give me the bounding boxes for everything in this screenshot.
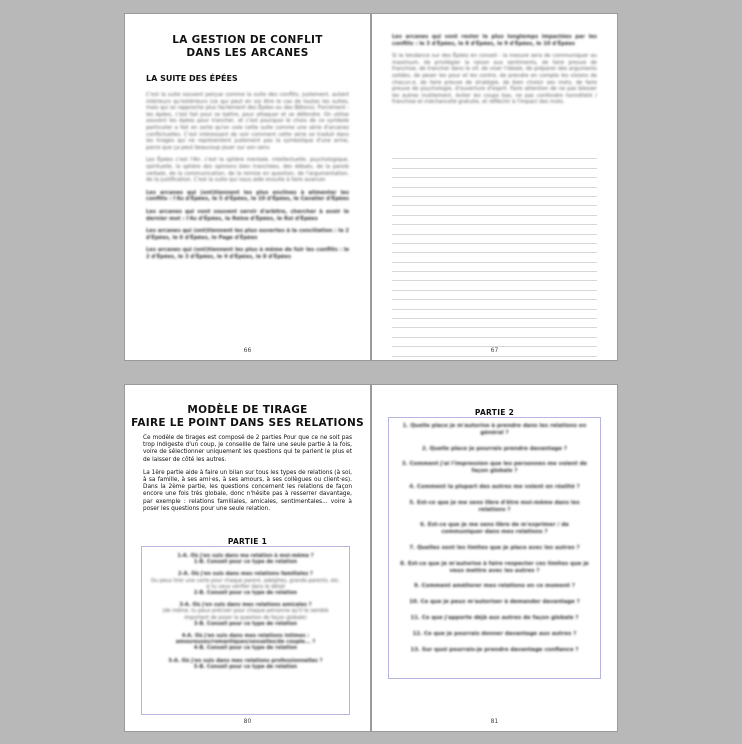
question-item: 7. Quelles sont les limites que je place avec les autres ? — [409, 544, 580, 551]
paragraph: Ce modèle de tirages est composé de 2 parties Pour que ce ne soit pas trop indigeste d'un coup, je conseille de faire une seule partie à la fois, voire de sélectionner uniquement les questions qui te parlent le plus et de laisser de côté les autres. — [143, 435, 352, 463]
note-lines — [392, 150, 597, 361]
question-note: (de même, tu peux préciser pour chaque personne qu'il te semble important de poser la question de façon globale) — [162, 608, 329, 621]
questions-box — [141, 546, 350, 715]
question-item: 13. Sur quoi pourrais-je prendre davantage confiance ? — [410, 646, 579, 653]
page-number: 66 — [243, 347, 252, 354]
question-text: 3-A. Où j'en suis dans mes relations amicales ? — [179, 602, 312, 609]
page-number: 67 — [490, 347, 499, 354]
list-item: Les arcanes qui (ont)tiennent les plus à même de fuir les conflits : le 2 d'Épées, le 3 d'Épées, le 4 d'Épées, le 8 d'Épées — [146, 247, 349, 260]
section-subtitle: LA SUITE DES ÉPÉES — [146, 74, 238, 83]
question-item: 4. Comment la plupart des autres me voient en réalité ? — [409, 483, 580, 490]
question-item: 5. Est-ce que je me sens libre d'être moi-même dans les relations ? — [409, 499, 580, 513]
advice-text: 1-B. Conseil pour ce type de relation — [193, 559, 298, 566]
page-81 — [371, 384, 618, 732]
question-item — [150, 633, 341, 652]
page-number: 81 — [490, 718, 499, 725]
question-item — [150, 571, 341, 596]
questions-list — [150, 553, 341, 670]
part-2-title: PARTIE 2 — [474, 408, 515, 417]
page-66 — [124, 13, 371, 361]
title-line-1: MODÈLE DE TIRAGE — [187, 404, 308, 416]
question-item: 6. Est-ce que je me sens libre de m'exprimer / de communiquer dans mes relations ? — [420, 522, 569, 536]
advice-text: 5-B. Conseil pour ce type de relation — [193, 663, 298, 670]
list-item: Les arcanes qui (ont)tiennent les plus enclines à alimenter les conflits : l'As d'Épées, le 5 d'Épées, le 10 d'Épées, le Cavalier d'Épées — [146, 189, 349, 203]
question-item: 1. Quelle place je m'autorise à prendre dans les relations en général ? — [402, 423, 587, 436]
question-item: 12. Ce que je pourrais donner davantage aux autres ? — [412, 630, 577, 637]
paragraph: C'est la suite souvent perçue comme la suite des conflits, justement, autant intérieurs qu'extérieurs (ce qui peut en soi être le cas de toutes les suites, mais qui se rapproche plus facilement des Épées ou des Bâtons). Forcément : les épées, c'est fait pour se battre, pour attaquer et se défendre. On utilise souvent les épées pour trancher, et c'est pourquoi le choix de ce symbole particulier a fait en sorte qu'on voie cette suite comme une série d'arcanes conflictuelles. C'est intéressant de voir comment cette série se traduit dans les tirages qui ne représentent justement pas la symbolique d'une arme, parce que ça peut beaucoup jouer sur son sens. — [146, 92, 349, 151]
part-1-title: PARTIE 1 — [227, 537, 268, 546]
page-number: 80 — [243, 718, 252, 725]
paragraph: Si la tendance sur des Épées en conseil : la mesure sera de communiquer au maximum, de privilégier la raison aux sentiments, de faire preuve de franchise, de trancher dans le vif, de viser l'idéale, de préparer des arguments solides, de peser les pour et les contre, de prendre en compte les visions de chacun.e, de faire preuve de stratégie, de bien choisir ses mots, de faire preuve de psychologie, d'ouverture d'esprit. Faire attention de ne pas blesser les autres inutilement, éviter les coups bas, ne pas confondre honnêteté / franchise et méchanceté gratuite, et réfléchir à l'impact des mots. — [392, 53, 597, 106]
page-80-title — [125, 404, 370, 430]
advice-text: 4-B. Conseil pour ce type de relation — [193, 645, 298, 652]
question-item: 8. Est-ce que je m'autorise à faire respecter ces limites que je veux mettre avec les autres ? — [400, 560, 589, 574]
page-66-title — [125, 34, 370, 60]
question-item: 2. Quelle place je pourrais prendre davantage ? — [422, 445, 567, 452]
question-item: 3. Comment j'ai l'impression que les personnes me voient de façon globale ? — [401, 461, 588, 475]
question-item — [150, 658, 341, 670]
question-text: 5-A. Où j'en suis dans mes relations professionnelles ? — [168, 657, 323, 664]
page-67 — [371, 13, 618, 361]
question-item: 10. Ce que je peux m'autoriser à demander davantage ? — [409, 599, 580, 606]
title-line-2: DANS LES ARCANES — [186, 47, 309, 59]
question-text: 1-A. Où j'en suis dans ma relation à moi-même ? — [177, 553, 314, 559]
heading-paragraph: Les arcanes qui vont rester le plus longtemps impactées par les conflits : le 3 d'Épées, le 8 d'Épées, le 9 d'Épées, le 10 d'Épées — [392, 34, 597, 47]
advice-text: 3-B. Conseil pour ce type de relation — [193, 620, 298, 627]
paragraph: Les Épées c'est l'Air, c'est la sphère mentale, intellectuelle, psychologique, spirituelle, la sphère des opinions bien tranchées, des débats, de la parole verbale, de la communication, de la remise en question, de l'argumentation, de la justification. C'est la suite qui nous aide ensuite à faire avancer. — [146, 157, 349, 184]
paragraph: La 1ère partie aide à faire un bilan sur tous les types de relations (à soi, à sa famille, à ses ami·es, à ses amours, à ses collègues ou client·es). Dans la 2ème partie, les questions concernent les relations de façon encore une fois très globale, donc n'hésite pas à resserrer davantage, par exemple : relations familiales, amicales, sentimentales... voire à poser les questions pour une seule relation. — [143, 469, 352, 512]
page-66-body — [146, 92, 349, 260]
question-item — [150, 602, 341, 627]
page-80 — [124, 384, 371, 732]
questions-box — [388, 417, 601, 679]
questions-list — [399, 423, 590, 653]
list-item: Les arcanes qui vont souvent servir d'arbitre, chercher à avoir le dernier mot : l'As d'Épées, la Reine d'Épées, le Roi d'Épées — [146, 208, 349, 222]
question-text: 4-A. Où j'en suis dans mes relations intimes : amoureuses/romantiques/sexuelles/de couple... ? — [175, 633, 316, 646]
question-item: 11. Ce que j'apporte déjà aux autres de façon globale ? — [410, 614, 579, 621]
page-80-intro — [143, 435, 352, 513]
list-item: Les arcanes qui (ont)tiennent les plus ouvertes à la conciliation : le 2 d'Épées, le 6 d'Épées, le Page d'Épées — [146, 228, 350, 241]
title-line-2: FAIRE LE POINT DANS SES RELATIONS — [131, 417, 364, 429]
question-text: 2-A. Où j'en suis dans mes relations familiales ? — [178, 571, 313, 578]
title-line-1: LA GESTION DE CONFLIT — [172, 34, 323, 46]
question-item: 9. Comment améliorer mes relations en ce moment ? — [414, 583, 575, 590]
page-67-body — [392, 34, 597, 106]
question-note: Ou peux tirer une carte pour chaque parent, adelphes, grands-parents, etc. si tu veux vérifier dans le détail — [150, 577, 341, 590]
question-item — [150, 553, 341, 565]
advice-text: 2-B. Conseil pour ce type de relation — [193, 590, 298, 597]
